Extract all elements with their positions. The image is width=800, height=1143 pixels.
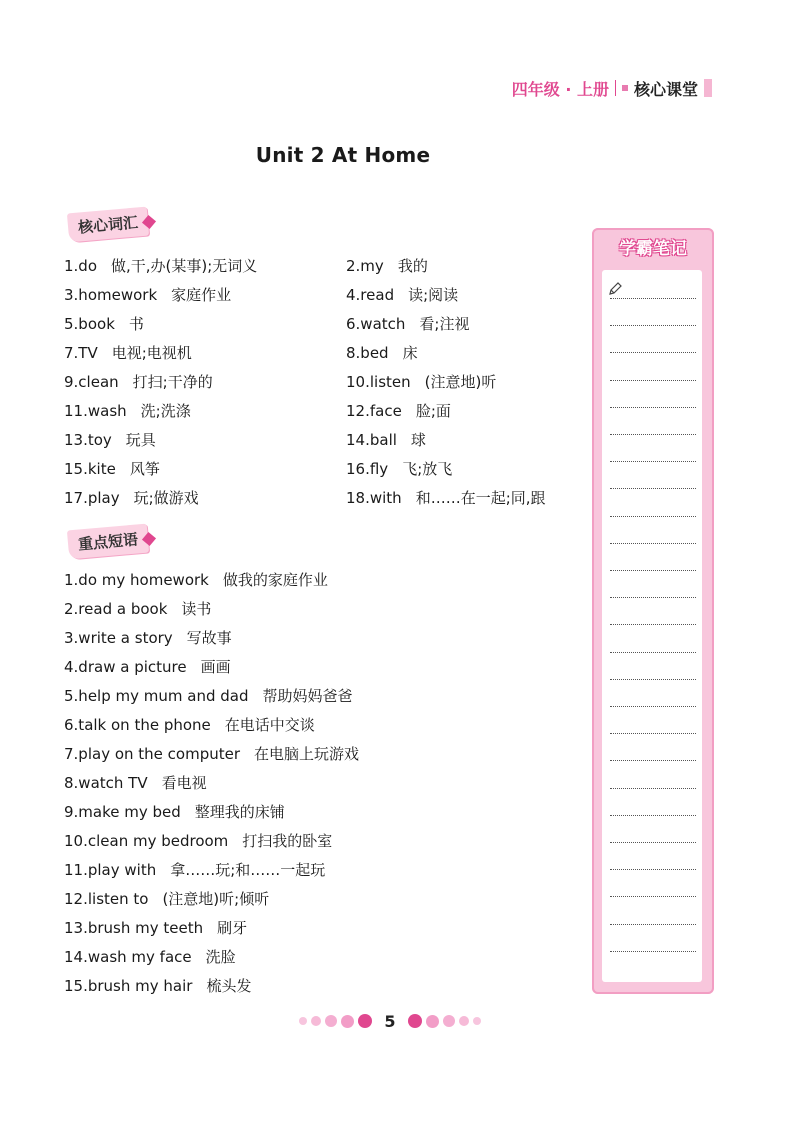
note-line	[610, 407, 696, 408]
vocab-zh: 读;阅读	[408, 286, 459, 304]
vocab-en: 10.listen	[346, 373, 411, 391]
phrase-zh: 在电话中交谈	[224, 716, 315, 734]
vocab-en: 3.homework	[64, 286, 158, 304]
phrase-zh: 拿……玩;和……一起玩	[170, 861, 326, 879]
phrase-zh: 看电视	[161, 774, 207, 792]
vocab-en: 18.with	[346, 489, 402, 507]
note-line	[610, 488, 696, 489]
phrase-en: 2.read a book	[64, 600, 168, 618]
note-line	[610, 679, 696, 680]
page-number: 5	[384, 1011, 396, 1031]
vocab-item	[346, 458, 452, 479]
phrase-item	[64, 569, 328, 590]
vocab-item	[64, 371, 213, 392]
phrase-en: 7.play on the computer	[64, 745, 241, 763]
header-bar-mark	[704, 79, 712, 97]
vocab-zh: 书	[128, 315, 144, 333]
phrase-en: 3.write a story	[64, 629, 173, 647]
notes-title: 学霸笔记	[619, 239, 687, 259]
vocab-zh: 玩;做游戏	[133, 489, 199, 507]
phrase-en: 11.play with	[64, 861, 157, 879]
vocab-en: 6.watch	[346, 315, 406, 333]
note-line	[610, 516, 696, 517]
vocab-zh: 床	[402, 344, 418, 362]
vocab-item	[64, 342, 192, 363]
note-line	[610, 352, 696, 353]
vocab-en: 16.fly	[346, 460, 389, 478]
footer-dot	[459, 1016, 469, 1026]
phrase-zh: 帮助妈妈爸爸	[262, 687, 353, 705]
phrase-en: 14.wash my face	[64, 948, 192, 966]
vocab-item	[346, 255, 428, 276]
phrase-item	[64, 801, 285, 822]
notes-panel	[592, 228, 714, 994]
phrase-zh: 画画	[200, 658, 231, 676]
vocab-item	[64, 255, 257, 276]
vocab-zh: 打扫;干净的	[132, 373, 213, 391]
phrase-item	[64, 859, 325, 880]
phrase-item	[64, 830, 332, 851]
phrase-en: 8.watch TV	[64, 774, 148, 792]
vocab-item	[64, 458, 160, 479]
footer-dot	[299, 1017, 307, 1025]
vocab-item	[64, 487, 199, 508]
note-line	[610, 570, 696, 571]
vocab-zh: 玩具	[125, 431, 156, 449]
vocab-item	[64, 429, 156, 450]
footer-dot	[325, 1015, 337, 1027]
vocab-en: 9.clean	[64, 373, 119, 391]
phrase-item	[64, 917, 247, 938]
phrase-en: 12.listen to	[64, 890, 149, 908]
phrase-zh: 在电脑上玩游戏	[254, 745, 360, 763]
vocab-zh: (注意地)听	[424, 373, 497, 391]
header-divider	[615, 80, 616, 96]
note-line	[610, 733, 696, 734]
vocab-en: 8.bed	[346, 344, 389, 362]
page-footer	[290, 1010, 490, 1032]
page-header	[512, 76, 712, 100]
note-line	[610, 298, 696, 299]
phrase-zh: 做我的家庭作业	[222, 571, 328, 589]
vocab-en: 5.book	[64, 315, 115, 333]
phrase-zh: 洗脸	[205, 948, 236, 966]
note-line	[610, 624, 696, 625]
phrase-en: 15.brush my hair	[64, 977, 193, 995]
note-line	[610, 815, 696, 816]
phrase-en: 9.make my bed	[64, 803, 181, 821]
phrase-heading: 重点短语	[67, 524, 149, 560]
phrase-item	[64, 685, 353, 706]
vocab-zh: 电视;电视机	[111, 344, 192, 362]
vocab-en: 14.ball	[346, 431, 397, 449]
note-line	[610, 760, 696, 761]
vocab-item	[64, 400, 191, 421]
vocab-zh: 看;注视	[419, 315, 470, 333]
phrase-en: 13.brush my teeth	[64, 919, 204, 937]
vocab-en: 17.play	[64, 489, 120, 507]
vocab-zh: 家庭作业	[171, 286, 232, 304]
note-line	[610, 597, 696, 598]
header-square-mark	[622, 85, 628, 91]
phrase-zh: 刷牙	[217, 919, 248, 937]
vocab-en: 13.toy	[64, 431, 112, 449]
phrase-item	[64, 656, 231, 677]
vocab-en: 12.face	[346, 402, 402, 420]
header-grade: 四年级 · 上册	[511, 79, 609, 99]
note-line	[610, 325, 696, 326]
header-section: 核心课堂	[633, 79, 698, 99]
vocab-item	[346, 429, 426, 450]
phrase-item	[64, 772, 207, 793]
vocab-item	[64, 284, 231, 305]
vocab-en: 2.my	[346, 257, 384, 275]
note-line	[610, 951, 696, 952]
footer-dot	[443, 1015, 455, 1027]
phrase-zh: 打扫我的卧室	[242, 832, 333, 850]
note-line	[610, 380, 696, 381]
vocab-en: 15.kite	[64, 460, 116, 478]
phrase-zh: (注意地)听;倾听	[162, 890, 270, 908]
phrase-heading-tag	[68, 527, 154, 556]
footer-dot	[341, 1015, 354, 1028]
vocab-zh: 脸;面	[415, 402, 451, 420]
footer-dot	[408, 1014, 422, 1028]
vocab-zh: 做,干,办(某事);无词义	[111, 257, 258, 275]
vocab-en: 7.TV	[64, 344, 98, 362]
phrase-item	[64, 714, 315, 735]
phrase-zh: 整理我的床铺	[194, 803, 285, 821]
note-line	[610, 924, 696, 925]
note-line	[610, 652, 696, 653]
vocab-en: 11.wash	[64, 402, 127, 420]
vocab-en: 1.do	[64, 257, 98, 275]
vocab-zh: 和……在一起;同,跟	[415, 489, 546, 507]
footer-dot	[426, 1015, 439, 1028]
footer-dot	[311, 1016, 321, 1026]
phrase-zh: 梳头发	[206, 977, 252, 995]
notes-paper	[602, 270, 702, 982]
phrase-item	[64, 888, 269, 909]
phrase-item	[64, 627, 232, 648]
vocab-item	[346, 342, 418, 363]
phrase-en: 5.help my mum and dad	[64, 687, 249, 705]
vocab-zh: 飞;放飞	[402, 460, 453, 478]
vocab-item	[346, 313, 469, 334]
phrase-item	[64, 975, 251, 996]
note-line	[610, 896, 696, 897]
note-line	[610, 434, 696, 435]
note-line	[610, 543, 696, 544]
phrase-item	[64, 598, 211, 619]
phrase-zh: 写故事	[186, 629, 232, 647]
pencil-icon	[608, 282, 622, 296]
vocab-en: 4.read	[346, 286, 395, 304]
phrase-en: 6.talk on the phone	[64, 716, 211, 734]
vocab-item	[346, 400, 451, 421]
phrase-en: 4.draw a picture	[64, 658, 187, 676]
phrase-en: 1.do my homework	[64, 571, 209, 589]
vocab-item	[346, 371, 496, 392]
vocab-item	[346, 487, 546, 508]
vocab-heading: 核心词汇	[67, 207, 149, 243]
phrase-item	[64, 946, 236, 967]
vocab-zh: 风筝	[129, 460, 160, 478]
phrase-zh: 读书	[181, 600, 212, 618]
note-line	[610, 461, 696, 462]
note-line	[610, 869, 696, 870]
vocab-item	[64, 313, 144, 334]
phrase-item	[64, 743, 359, 764]
note-line	[610, 842, 696, 843]
footer-dot	[473, 1017, 481, 1025]
note-line	[610, 706, 696, 707]
vocab-zh: 洗;洗涤	[140, 402, 191, 420]
note-line	[610, 788, 696, 789]
unit-title: Unit 2 At Home	[255, 143, 431, 167]
vocab-item	[346, 284, 458, 305]
vocab-zh: 我的	[397, 257, 428, 275]
vocab-heading-tag	[68, 210, 154, 239]
phrase-en: 10.clean my bedroom	[64, 832, 229, 850]
footer-dot	[358, 1014, 372, 1028]
vocab-zh: 球	[410, 431, 426, 449]
